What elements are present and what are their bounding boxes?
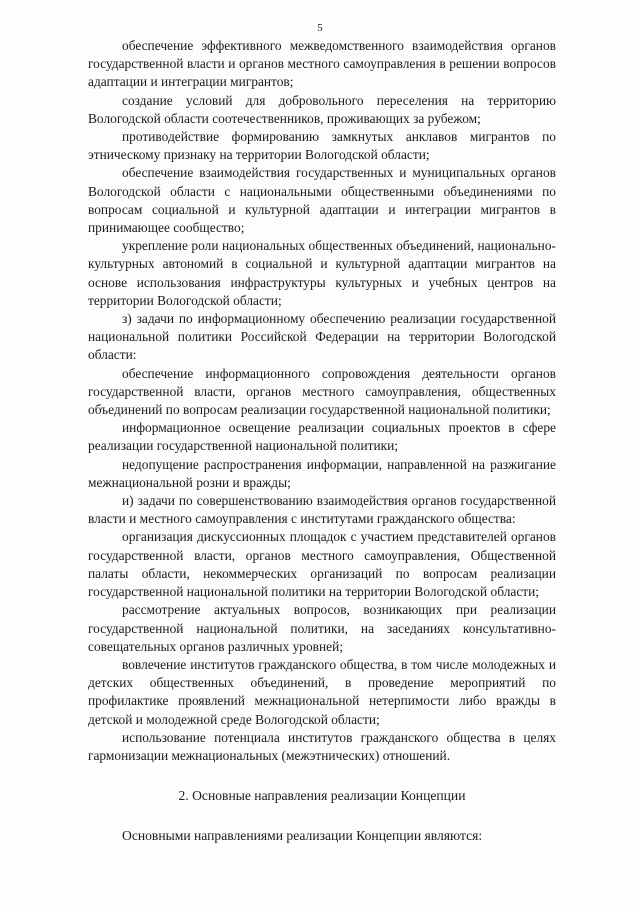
paragraph: организация дискуссионных площадок с участием представителей органов государственной власти, органов местного самоуправления, Общественной палаты области, некоммерческих организаций по вопросам реализации государственной национальной политики на территории Вологодской области;	[88, 529, 556, 600]
page-number: 5	[317, 22, 323, 34]
section-heading: 2. Основные направления реализации Концепции	[178, 788, 466, 804]
paragraph: противодействие формированию замкнутых анклавов мигрантов по этническому признаку на территории Вологодской области;	[88, 129, 556, 163]
paragraph: обеспечение эффективного межведомственного взаимодействия органов государственной власти и органов местного самоуправления в решении вопросов адаптации и интеграции мигрантов;	[88, 38, 556, 90]
paragraph: рассмотрение актуальных вопросов, возникающих при реализации государственной национальной политики, на заседаниях консультативно-совещательных органов различных уровней;	[88, 602, 556, 654]
paragraph: создание условий для добровольного переселения на территорию Вологодской области соотечественников, проживающих за рубежом;	[88, 92, 556, 126]
paragraph: з) задачи по информационному обеспечению реализации государственной национальной политики Российской Федерации на территории Вологодской области:	[88, 311, 556, 363]
paragraph: укрепление роли национальных общественных объединений, национально-культурных автономий в социальной и культурной адаптации мигрантов на основе использования инфраструктуры культурных и учебных центров на территории Вологодской области;	[88, 238, 556, 308]
paragraph: вовлечение институтов гражданского общества, в том числе молодежных и детских общественных объединений, в проведение мероприятий по профилактике проявлений межнациональной нетерпимости либо вражды в детской и молодежной среде Вологодской области;	[88, 656, 556, 727]
paragraph: и) задачи по совершенствованию взаимодействия органов государственной власти и местного самоуправления с институтами гражданского общества:	[88, 493, 556, 527]
page-body	[88, 37, 556, 845]
paragraph: недопущение распространения информации, направленной на разжигание межнациональной розни и вражды;	[88, 456, 556, 490]
paragraph: обеспечение информационного сопровождения деятельности органов государственной власти, органов местного самоуправления, общественных объединений по вопросам реализации государственной национальной политики;	[88, 365, 556, 418]
paragraph: обеспечение взаимодействия государственных и муниципальных органов Вологодской области с национальными общественными объединениями по вопросам социальной и культурной адаптации и интеграции мигрантов в принимающее сообщество;	[88, 165, 556, 236]
section-intro: Основными направлениями реализации Концепции являются:	[122, 828, 483, 844]
paragraph: использование потенциала институтов гражданского общества в целях гармонизации межнациональных (межэтнических) отношений.	[88, 729, 556, 763]
paragraph: информационное освещение реализации социальных проектов в сфере реализации государственной национальной политики;	[88, 420, 556, 454]
